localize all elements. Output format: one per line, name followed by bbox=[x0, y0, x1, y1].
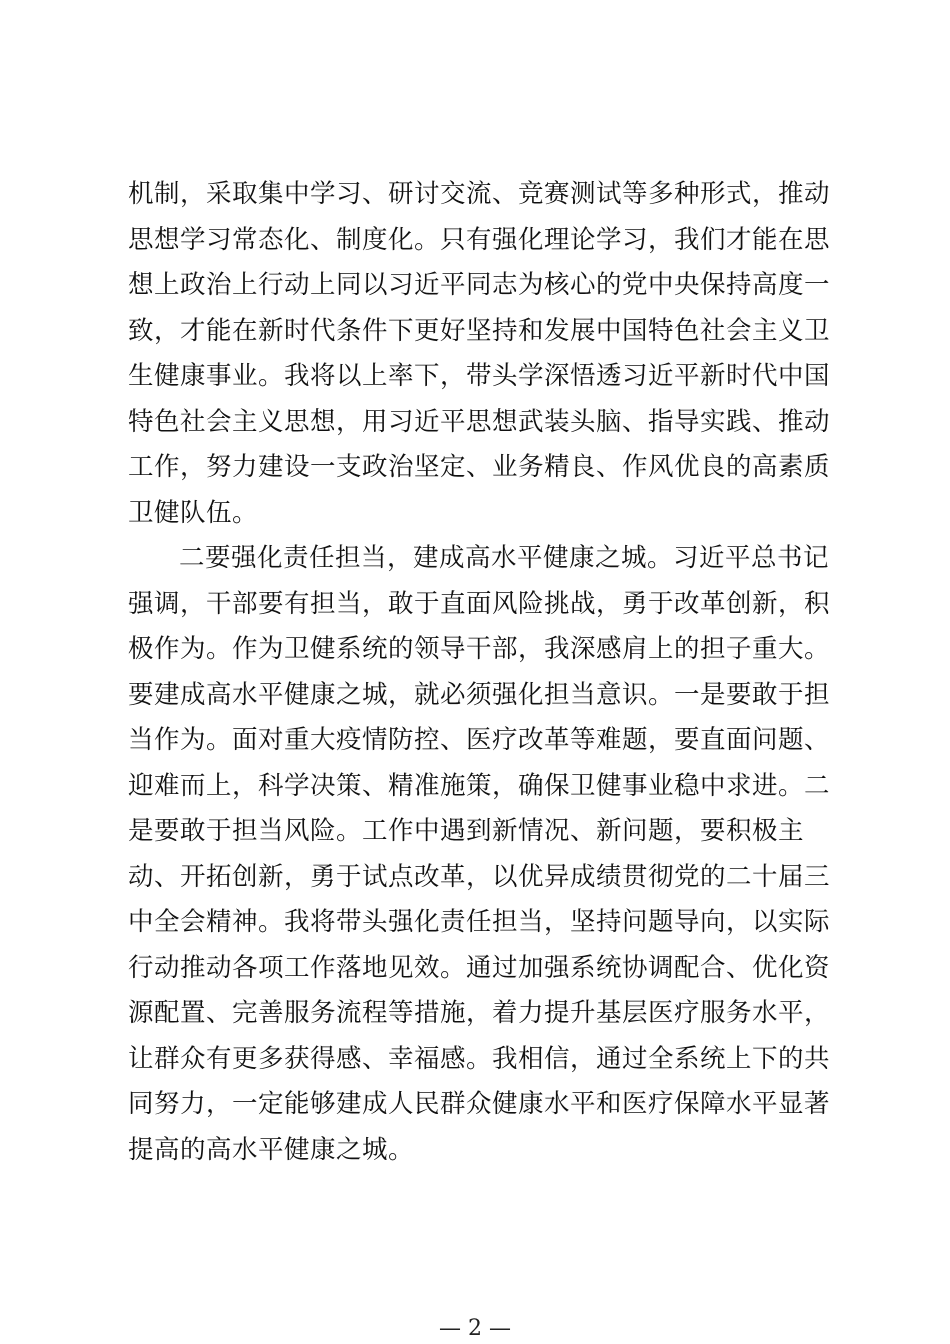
text-line: 提高的高水平健康之城。 bbox=[128, 1134, 415, 1165]
text-line: 同努力，一定能够建成人民群众健康水平和医疗保障水平显著 bbox=[128, 1089, 831, 1119]
text-line: 源配置、完善服务流程等措施，着力提升基层医疗服务水平， bbox=[128, 998, 831, 1028]
text-line: 机制，采取集中学习、研讨交流、竞赛测试等多种形式，推动 bbox=[128, 179, 831, 209]
text-line: 强调，干部要有担当，敢于直面风险挑战，勇于改革创新，积 bbox=[128, 588, 831, 619]
text-line: 动、开拓创新，勇于试点改革，以优异成绩贯彻党的二十届三 bbox=[128, 861, 831, 892]
text-line: 致，才能在新时代条件下更好坚持和发展中国特色社会主义卫 bbox=[128, 315, 831, 346]
text-line: 卫健队伍。 bbox=[128, 497, 259, 528]
text-line: 极作为。作为卫健系统的领导干部，我深感肩上的担子重大。 bbox=[128, 634, 831, 664]
text-line: 当作为。面对重大疫情防控、医疗改革等难题，要直面问题、 bbox=[128, 725, 831, 755]
text-line: 工作，努力建设一支政治坚定、业务精良、作风优良的高素质 bbox=[128, 452, 831, 482]
text-line: 要建成高水平健康之城，就必须强化担当意识。一是要敢于担 bbox=[128, 679, 831, 710]
paragraph-first-line: 二要强化责任担当，建成高水平健康之城。习近平总书记 bbox=[179, 543, 830, 573]
text-line: 是要敢于担当风险。工作中遇到新情况、新问题，要积极主 bbox=[128, 816, 805, 846]
text-line: 行动推动各项工作落地见效。通过加强系统协调配合、优化资 bbox=[128, 952, 831, 983]
text-line: 思想学习常态化、制度化。只有强化理论学习，我们才能在思 bbox=[128, 224, 831, 255]
text-line: 迎难而上，科学决策、精准施策，确保卫健事业稳中求进。二 bbox=[128, 770, 831, 801]
document-body bbox=[128, 172, 831, 1173]
text-line: 让群众有更多获得感、幸福感。我相信，通过全系统上下的共 bbox=[128, 1043, 831, 1074]
text-line: 特色社会主义思想，用习近平思想武装头脑、指导实践、推动 bbox=[128, 406, 831, 437]
page-number: — 2 — bbox=[439, 1316, 511, 1341]
text-line: 中全会精神。我将带头强化责任担当，坚持问题导向，以实际 bbox=[128, 907, 831, 937]
text-line: 生健康事业。我将以上率下，带头学深悟透习近平新时代中国 bbox=[128, 361, 831, 391]
text-line: 想上政治上行动上同以习近平同志为核心的党中央保持高度一 bbox=[128, 270, 831, 300]
